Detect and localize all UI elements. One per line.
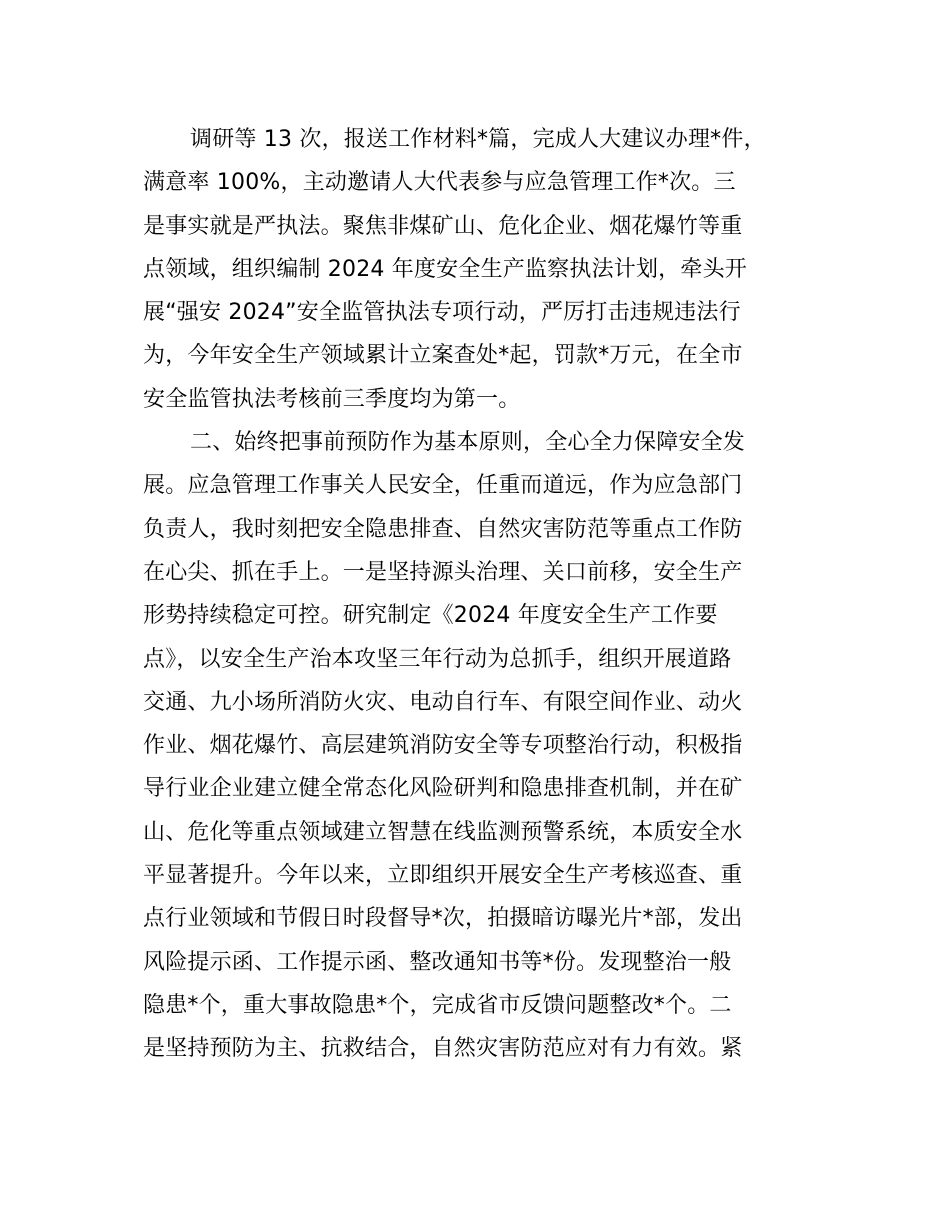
paragraph-2-line-3: 负责人，我时刻把安全隐患排查、自然灾害防范等重点工作防 xyxy=(143,516,743,542)
document-body xyxy=(143,118,833,1071)
paragraph-2-line-13: 风险提示函、工作提示函、整改通知书等*份。发现整治一般 xyxy=(143,949,732,975)
paragraph-2-line-6: 点》，以安全生产治本攻坚三年行动为总抓手，组织开展道路 xyxy=(143,646,732,672)
paragraph-2-line-14: 隐患*个，重大事故隐患*个，完成省市反馈问题整改*个。二 xyxy=(143,992,732,1018)
paragraph-1-line-4: 点领域，组织编制 2024 年度安全生产监察执法计划，牵头开 xyxy=(143,256,747,282)
paragraph-2-line-15: 是坚持预防为主、抗救结合，自然灾害防范应对有力有效。紧 xyxy=(143,1036,743,1062)
paragraph-2-line-12: 点行业领域和节假日时段督导*次，拍摄暗访曝光片*部，发出 xyxy=(143,906,743,932)
paragraph-1-line-1: 调研等 13 次，报送工作材料*篇，完成人大建议办理*件， xyxy=(190,127,766,152)
paragraph-1-line-5: 展“强安 2024”安全监管执法专项行动，严厉打击违规违法行 xyxy=(143,300,741,326)
paragraph-2-line-9: 导行业企业建立健全常态化风险研判和隐患排查机制，并在矿 xyxy=(143,776,743,802)
paragraph-1-line-3: 是事实就是严执法。聚焦非煤矿山、危化企业、烟花爆竹等重 xyxy=(143,213,743,239)
paragraph-2-line-5: 形势持续稳定可控。研究制定《2024 年度安全生产工作要 xyxy=(143,603,718,629)
paragraph-2-line-8: 作业、烟花爆竹、高层建筑消防安全等专项整治行动，积极指 xyxy=(143,733,743,759)
paragraph-1-line-6: 为，今年安全生产领域累计立案查处*起，罚款*万元，在全市 xyxy=(143,343,743,369)
paragraph-2-line-1: 二、始终把事前预防作为基本原则，全心全力保障安全发 xyxy=(190,430,746,456)
paragraph-1-line-2: 满意率 100%，主动邀请人大代表参与应急管理工作*次。三 xyxy=(143,170,736,196)
paragraph-2-line-2: 展。应急管理工作事关人民安全，任重而道远，作为应急部门 xyxy=(143,473,743,499)
paragraph-2-line-10: 山、危化等重点领域建立智慧在线监测预警系统，本质安全水 xyxy=(143,819,743,845)
paragraph-2-line-7: 交通、九小场所消防火灾、电动自行车、有限空间作业、动火 xyxy=(143,689,743,715)
paragraph-1-line-7: 安全监管执法考核前三季度均为第一。 xyxy=(143,386,521,412)
paragraph-2-line-11: 平显著提升。今年以来，立即组织开展安全生产考核巡查、重 xyxy=(143,863,743,889)
paragraph-2-line-4: 在心尖、抓在手上。一是坚持源头治理、关口前移，安全生产 xyxy=(143,559,743,585)
